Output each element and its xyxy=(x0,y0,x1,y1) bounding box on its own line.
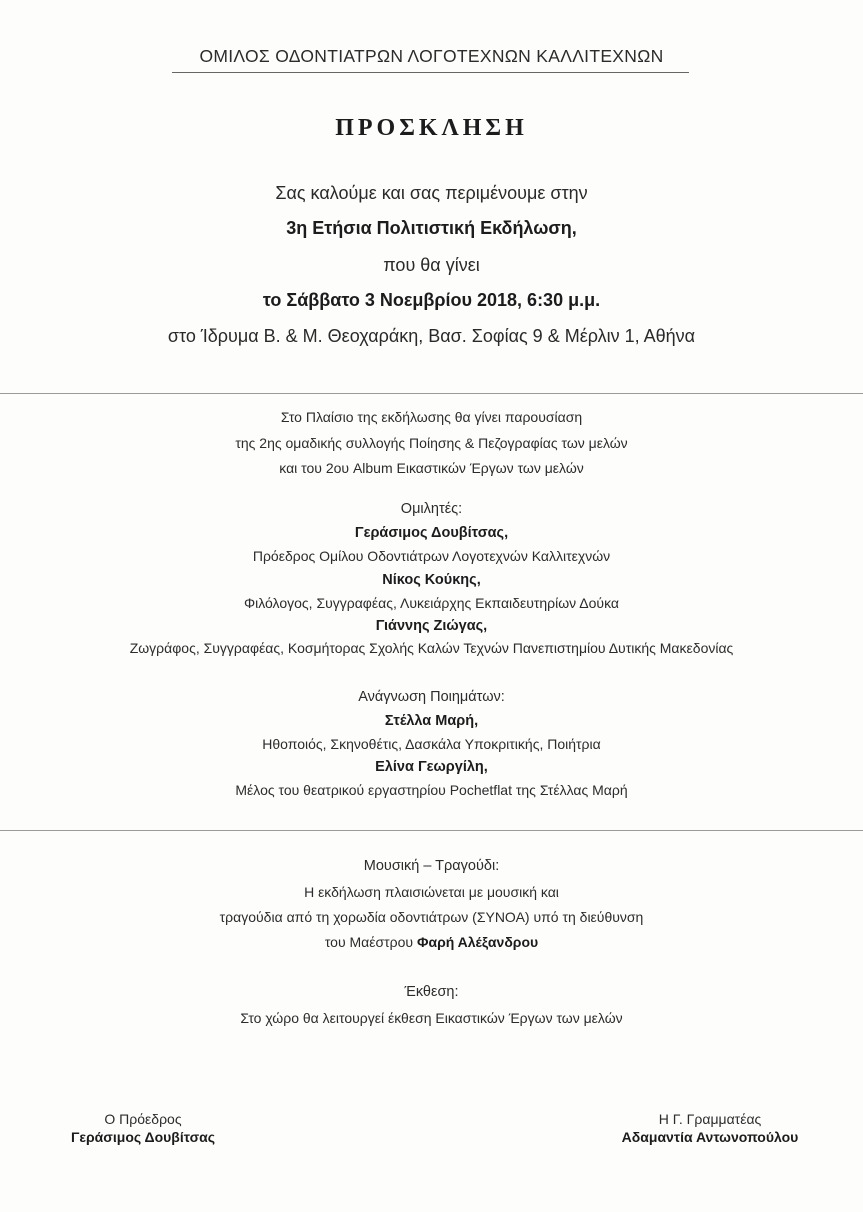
music-heading: Μουσική – Τραγούδι: xyxy=(363,858,500,874)
reader-name: Ελίνα Γεωργίλη, xyxy=(375,759,488,775)
conductor-name: Φαρή Αλέξανδρου xyxy=(416,934,539,950)
event-date: το Σάββατο 3 Νοεμβρίου 2018, 6:30 μ.μ. xyxy=(262,290,601,310)
presentation-line-2: της 2ης ομαδικής συλλογής Ποίησης & Πεζογραφίας των μελών xyxy=(235,435,628,451)
music-line-3 xyxy=(0,934,863,950)
reader-name: Στέλλα Μαρή, xyxy=(384,713,479,729)
exhibition-line: Στο χώρο θα λειτουργεί έκθεση Εικαστικών Έργων των μελών xyxy=(240,1010,623,1026)
readings-heading: Ανάγνωση Ποιημάτων: xyxy=(358,689,505,705)
exhibition-heading: Έκθεση: xyxy=(404,984,459,1000)
signature-right-title: Η Γ. Γραμματέας xyxy=(658,1111,762,1127)
presentation-line-3: και του 2ου Album Εικαστικών Έργων των μελών xyxy=(279,460,584,476)
event-name: 3η Ετήσια Πολιτιστική Εκδήλωση, xyxy=(286,218,577,238)
signature-right-name: Αδαμαντία Αντωνοπούλου xyxy=(621,1129,799,1145)
signature-left xyxy=(48,1111,238,1145)
reader-role: Μέλος του θεατρικού εργαστηρίου Pochetflat της Στέλλας Μαρή xyxy=(235,782,628,798)
header-underline xyxy=(172,72,689,73)
fold-line-top xyxy=(0,393,863,394)
reader-role: Ηθοποιός, Σκηνοθέτις, Δασκάλα Υποκριτικής, Ποιήτρια xyxy=(262,736,601,752)
speaker-role: Φιλόλογος, Συγγραφέας, Λυκειάρχης Εκπαιδευτηρίων Δούκα xyxy=(243,595,620,611)
music-line-3-prefix: του Μαέστρου xyxy=(324,934,414,950)
signature-left-title: Ο Πρόεδρος xyxy=(104,1111,182,1127)
signature-left-name: Γεράσιμος Δουβίτσας xyxy=(70,1129,216,1145)
speaker-name: Γιάννης Ζιώγας, xyxy=(375,618,488,634)
fold-line-bottom xyxy=(0,830,863,831)
invite-line-1: Σας καλούμε και σας περιμένουμε στην xyxy=(275,183,588,203)
organization-name: ΟΜΙΛΟΣ ΟΔΟΝΤΙΑΤΡΩΝ ΛΟΓΟΤΕΧΝΩΝ ΚΑΛΛΙΤΕΧΝΩΝ xyxy=(199,46,664,66)
music-line-1: Η εκδήλωση πλαισιώνεται με μουσική και xyxy=(304,884,559,900)
invite-line-3: που θα γίνει xyxy=(383,255,480,275)
event-venue: στο Ίδρυμα Β. & Μ. Θεοχαράκη, Βασ. Σοφίας 9 & Μέρλιν 1, Αθήνα xyxy=(167,326,696,346)
speaker-role: Πρόεδρος Ομίλου Οδοντιάτρων Λογοτεχνών Καλλιτεχνών xyxy=(252,548,611,564)
music-line-2: τραγούδια από τη χορωδία οδοντιάτρων (ΣΥΝΟΑ) υπό τη διεύθυνση xyxy=(219,909,644,925)
speaker-name: Νίκος Κούκης, xyxy=(382,572,481,588)
invitation-title: ΠΡΟΣΚΛΗΣΗ xyxy=(335,115,528,141)
speakers-heading: Ομιλητές: xyxy=(400,501,463,517)
presentation-line-1: Στο Πλαίσιο της εκδήλωσης θα γίνει παρουσίαση xyxy=(280,409,583,425)
speaker-name: Γεράσιμος Δουβίτσας, xyxy=(354,525,509,541)
signature-right xyxy=(595,1111,825,1145)
speaker-role: Ζωγράφος, Συγγραφέας, Κοσμήτορας Σχολής Καλών Τεχνών Πανεπιστημίου Δυτικής Μακεδονίας xyxy=(129,640,734,656)
